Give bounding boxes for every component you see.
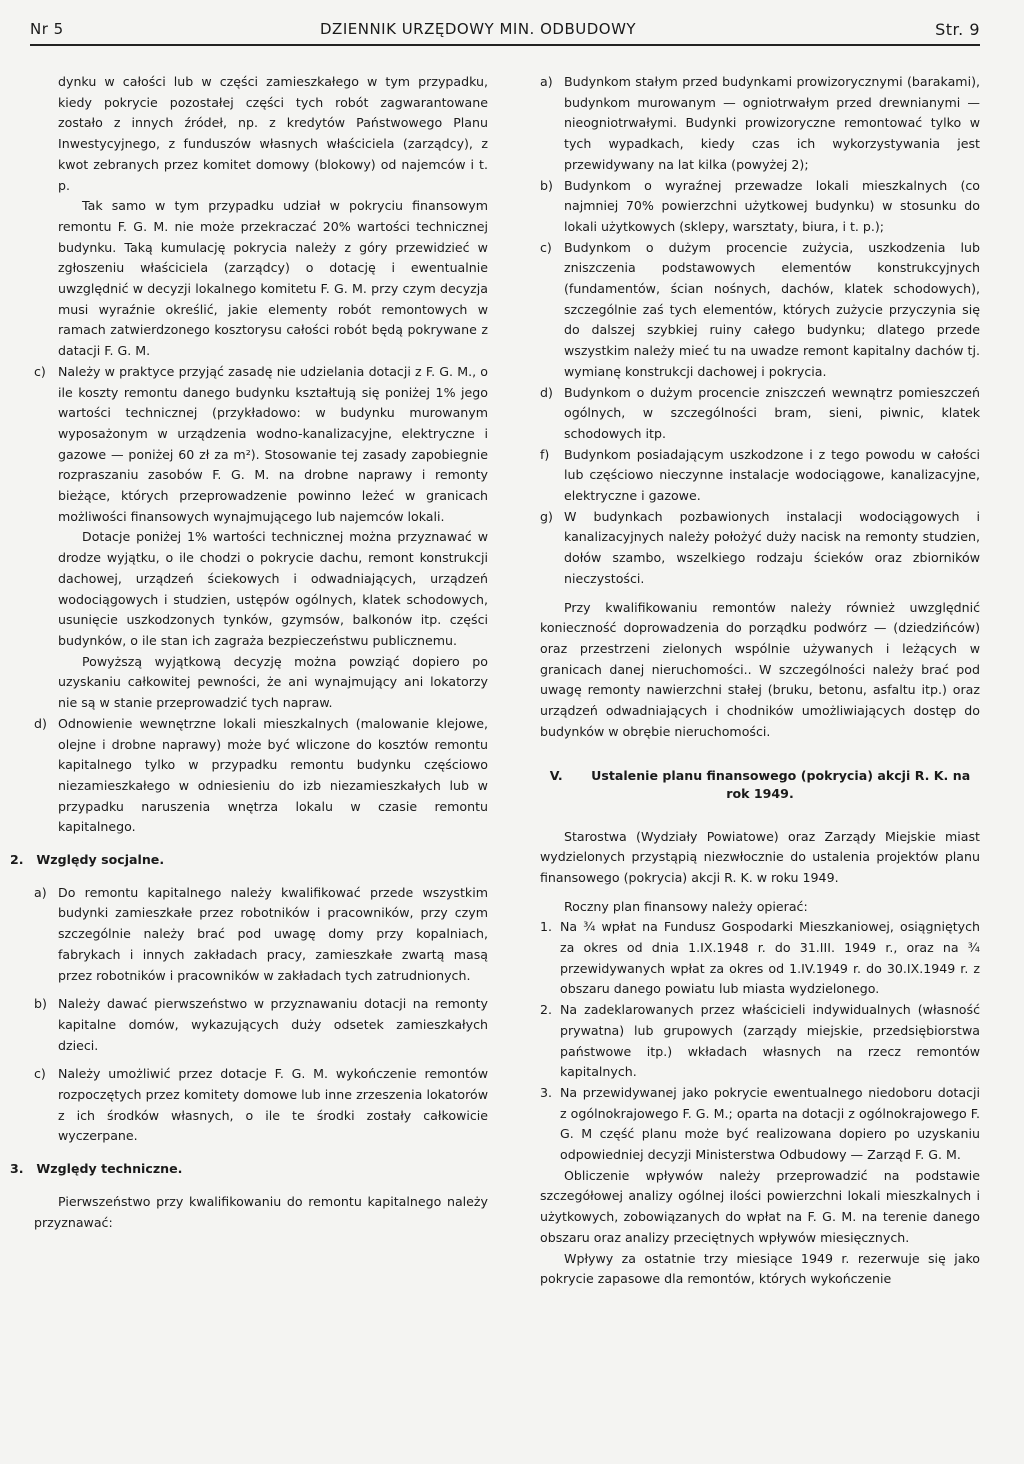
- list-item-text: Budynkom posiadającym uszkodzone i z tego powodu w całości lub częściowo nieczynne instalacje wodociągowe, kanalizacyjne, elektryczne i gazowe.: [564, 446, 980, 504]
- list-marker: b): [34, 996, 47, 1012]
- list-marker: 1.: [540, 919, 553, 935]
- list-item: [540, 1083, 980, 1166]
- list-marker: c): [34, 363, 46, 379]
- list-item: [540, 507, 980, 590]
- list-item-text: Na ¾ wpłat na Fundusz Gospodarki Mieszkaniowej, osiągniętych za okres od dnia 1.IX.1948 r. do 31.III. 1949 r., oraz na ¾ przewidywanych wpłat za okres od 1.IV.1949 r. do 30.IX.1949 r. z obszaru danego powiatu lub miasta wydzielonego.: [560, 919, 980, 997]
- list-marker: c): [34, 1066, 46, 1082]
- criteria-list: [540, 72, 980, 590]
- paragraph: Tak samo w tym przypadku udział w pokryciu finansowym remontu F. G. M. nie może przekraczać 20% wartości technicznej budynku. Taką kumulację pokrycia należy z góry przewidzieć w zgłoszeniu właściciela (zarządcy) o dotację i ewentualnie uwzględnić w decyzji lokalnego komitetu F. G. M. przy czym decyzja musi wyraźnie określić, jakie elementy robót remontowych w ramach zatwierdzonego kosztorysu całości robót będą pokrywane z datacji F. G. M.: [58, 198, 488, 359]
- section-number: 2.: [10, 852, 24, 868]
- list-marker: 2.: [540, 1002, 553, 1018]
- list-item-c: [34, 362, 488, 714]
- list-marker: f): [540, 446, 550, 462]
- list-item-text: W budynkach pozbawionych instalacji wodociągowych i kanalizacyjnych należy położyć duży nacisk na remonty studzien, dołów szambo, wszelkiego rodzaju ścieków oraz zbiorników nieczystości.: [564, 508, 980, 586]
- left-column: [10, 72, 488, 1233]
- list-marker: a): [540, 74, 553, 89]
- paragraph: Pierwszeństwo przy kwalifikowaniu do remontu kapitalnego należy przyznawać:: [34, 1193, 488, 1230]
- paragraph: Wpływy za ostatnie trzy miesiące 1949 r. rezerwuje się jako pokrycie zapasowe dla remontów, których wykończenie: [540, 1250, 980, 1287]
- plan-list: [540, 917, 980, 1165]
- list-item-text: Budynkom stałym przed budynkami prowizorycznymi (barakami), budynkom murowanym — ogniotrwałym przed drewnianymi — nieogniotrwałymi. Budynki prowizoryczne remontować tylko w tych wypadkach, kiedy czas ich wykorzystywania jest przewidywany na lat kilka (powyżej 2);: [564, 74, 980, 172]
- list-marker: d): [540, 384, 553, 400]
- list-marker: g): [540, 508, 553, 524]
- list-item: [540, 238, 980, 383]
- section-number: 3.: [10, 1161, 24, 1177]
- section-number: V.: [549, 767, 563, 783]
- publication-title: DZIENNIK URZĘDOWY MIN. ODBUDOWY: [320, 20, 637, 38]
- section-heading-3: [10, 1159, 488, 1180]
- section-heading-5: [540, 767, 980, 803]
- list-item-text: Na zadeklarowanych przez właścicieli indywidualnych (własność prywatna) lub grupowych (zarządy miejskie, przedsiębiorstwa państwowe itp.) wkładach własnych na rzecz remontów kapitalnych.: [560, 1002, 980, 1080]
- paragraph: Obliczenie wpływów należy przeprowadzić na podstawie szczegółowej analizy ogólnej ilości powierzchni lokali mieszkalnych i użytkowych, zobowiązanych do wpłat na F. G. M. na terenie danego obszaru oraz analizy przeciętnych wpływów miesięcznych.: [540, 1167, 980, 1245]
- list-item-text: Budynkom o wyraźnej przewadze lokali mieszkalnych (co najmniej 70% powierzchni użytkowej budynku) w stosunku do lokali użytkowych (sklepy, warsztaty, biura, i t. p.);: [564, 177, 980, 234]
- list-marker: 3.: [540, 1084, 553, 1100]
- section-title: Ustalenie planu finansowego (pokrycia) akcji R. K. na rok 1949.: [591, 767, 971, 801]
- list-item: [540, 445, 980, 507]
- list-marker: d): [34, 715, 47, 731]
- list-item: [540, 176, 980, 238]
- list-item: [540, 1000, 980, 1083]
- section-title: Względy socjalne.: [36, 852, 165, 868]
- paragraph: Roczny plan finansowy należy opierać:: [564, 898, 808, 914]
- list-item-a: [34, 883, 488, 987]
- list-marker: a): [34, 884, 47, 900]
- list-marker: b): [540, 177, 553, 193]
- list-item-d: [34, 714, 488, 838]
- paragraph: Dotacje poniżej 1% wartości technicznej można przyznawać w drodze wyjątku, o ile chodzi o pokrycie dachu, remont konstrukcji dachowej, urządzeń ściekowych i odwadniających, urządzeń wodociągowych i studzien, ustępów ogólnych, klatek schodowych, usunięcie uszkodzonych tynków, gzymsów, balkonów itp. części budynków, o ile stan ich zagraża bezpieczeństwu publicznemu.: [58, 529, 488, 648]
- list-item: [540, 72, 980, 176]
- list-item-text: Odnowienie wewnętrzne lokali mieszkalnych (malowanie klejowe, olejne i drobne naprawy) może być wliczone do kosztów remontu kapitalnego tylko w przypadku remontu budynku częściowo niezamieszkałego w odniesieniu do izb niezamieszkałych lub w przypadku naruszenia wnętrza lokalu w czasie remontu kapitalnego.: [58, 715, 488, 835]
- list-item-text: Należy umożliwić przez dotacje F. G. M. wykończenie remontów rozpoczętych przez komitety domowe lub inne zrzeszenia lokatorów z ich środków własnych, o ile te środki zostały całkowicie wyczerpane.: [58, 1066, 488, 1144]
- paragraph: Powyższą wyjątkową decyzję można powziąć dopiero po uzyskaniu całkowitej pewności, że ani wynajmujący ani lokatorzy nie są w stanie przeprowadzić tych napraw.: [58, 653, 488, 711]
- list-item-text: Na przewidywanej jako pokrycie ewentualnego niedoboru dotacji z ogólnokrajowego F. G. M.; oparta na dotacji z ogólnokrajowego F. G. M część planu może być realizowana dopiero po uzyskaniu odpowiedniej decyzji Ministerstwa Odbudowy — Zarząd F. G. M.: [560, 1084, 980, 1163]
- section-heading-2: [10, 850, 488, 871]
- page-header: [30, 14, 980, 46]
- list-item: [540, 383, 980, 445]
- right-column: [540, 72, 980, 1290]
- list-item-text: Należy w praktyce przyjąć zasadę nie udzielania dotacji z F. G. M., o ile koszty remontu danego budynku kształtują się poniżej 1% jego wartości technicznej (przykładowo: w budynku murowanym wyposażonym w urządzenia wodno-kanalizacyjne, elektryczne i gazowe — poniżej 60 zł za m²). Stosowanie tej zasady zapobiegnie rozpraszaniu zasobów F. G. M. na drobne naprawy i remonty bieżące, których przeprowadzenie powinno leżeć w granicach możliwości finansowych wynajmującego lub najemców lokali.: [58, 363, 488, 524]
- list-item-text: Należy dawać pierwszeństwo w przyznawaniu dotacji na remonty kapitalne domów, wykazujących duży odsetek zamieszkałych dzieci.: [58, 996, 488, 1053]
- list-item-text: Do remontu kapitalnego należy kwalifikować przede wszystkim budynki zamieszkałe przez robotników i pracowników, przy czym szczególnie należy brać pod uwagę domy przy kopalniach, fabrykach i innych zakładach pracy, zamieszkałe zwartą masą przez robotników i pracowników w zakładach tych zatrudnionych.: [58, 884, 488, 983]
- paragraph: dynku w całości lub w części zamieszkałego w tym przypadku, kiedy pokrycie pozostałej części tych robót zagwarantowane zostało z innych źródeł, np. z kredytów Państwowego Planu Inwestycyjnego, z funduszów własnych właściciela (zarządcy), z kwot zebranych przez komitet domowy (blokowy) od najemców i t. p.: [58, 74, 488, 193]
- list-item-c: [34, 1064, 488, 1147]
- list-item-text: Budynkom o dużym procencie zużycia, uszkodzenia lub zniszczenia podstawowych elementów konstrukcyjnych (fundamentów, ścian nośnych, dachów, klatek schodowych), szczególnie zaś tych elementów, których zużycie przyczynia się do dalszej szybkiej ruiny całego budynku; dlatego przede wszystkim należy mieć tu na uwadze remont kapitalny dachów tj. wymianę konstrukcji dachowej i pokrycia.: [564, 239, 980, 379]
- list-marker: c): [540, 239, 552, 255]
- list-item: [540, 917, 980, 1000]
- paragraph: Starostwa (Wydziały Powiatowe) oraz Zarządy Miejskie miast wydzielonych przystąpią niezwłocznie do ustalenia projektów planu finansowego (pokrycia) akcji R. K. w roku 1949.: [540, 828, 980, 885]
- section-title: Względy techniczne.: [36, 1161, 183, 1177]
- page-number: Str. 9: [935, 20, 980, 39]
- issue-number: Nr 5: [30, 20, 64, 38]
- paragraph: Przy kwalifikowaniu remontów należy również uwzględnić konieczność doprowadzenia do porządku podwórz — (dziedzińców) oraz przestrzeni zielonych wspólnie używanych i leżących w granicach danej nieruchomości.. W szczególności należy brać pod uwagę remonty nawierzchni stałej (bruku, betonu, asfaltu itp.) oraz urządzeń odwadniających i chodników umożliwiających dostęp do budynków w obrębie nieruchomości.: [540, 599, 980, 739]
- list-item-b: [34, 994, 488, 1056]
- list-item-text: Budynkom o dużym procencie zniszczeń wewnątrz pomieszczeń ogólnych, w szczególności bram, sieni, piwnic, klatek schodowych itp.: [564, 384, 980, 441]
